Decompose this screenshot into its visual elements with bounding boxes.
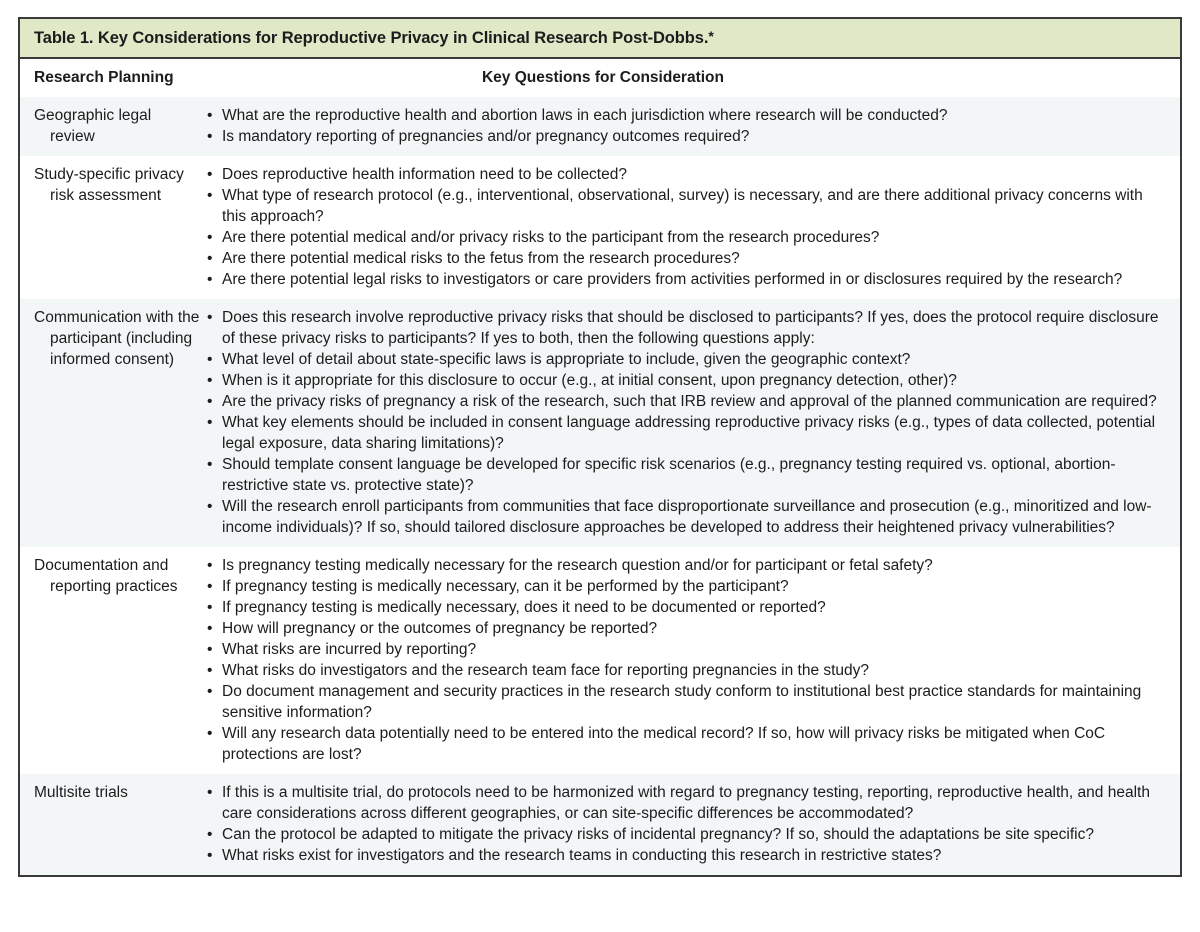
table-row xyxy=(20,156,1180,299)
bullet-icon: • xyxy=(207,826,213,843)
question-list-item xyxy=(206,597,1164,618)
bullet-icon: • xyxy=(207,128,213,145)
question-text: What risks exist for investigators and the research teams in conducting this research in restrictive states? xyxy=(222,847,942,864)
question-list-item xyxy=(206,681,1164,723)
row-questions-cell xyxy=(206,782,1180,866)
question-list-item xyxy=(206,845,1164,866)
table-column-header-row xyxy=(20,59,1180,97)
question-text: When is it appropriate for this disclosure to occur (e.g., at initial consent, upon pregnancy detection, other)? xyxy=(222,372,957,389)
question-list-item xyxy=(206,307,1164,349)
row-questions-cell xyxy=(206,164,1180,290)
row-questions-cell xyxy=(206,555,1180,765)
question-list-item xyxy=(206,391,1164,412)
bullet-icon: • xyxy=(207,187,213,204)
question-text: What risks are incurred by reporting? xyxy=(222,641,477,658)
bullet-icon: • xyxy=(207,578,213,595)
bullet-icon: • xyxy=(207,107,213,124)
question-text: Are there potential medical risks to the fetus from the research procedures? xyxy=(222,250,740,267)
question-list-item xyxy=(206,349,1164,370)
question-list-item xyxy=(206,248,1164,269)
question-text: Will the research enroll participants from communities that face disproportionate surveillance and prosecution (e.g., minoritized and low-income individuals)? If so, should tailored disclosure approaches be developed to address their heightened privacy vulnerabilities? xyxy=(222,498,1152,536)
question-list-item xyxy=(206,227,1164,248)
row-questions-cell xyxy=(206,307,1180,538)
row-category-label: Multisite trials xyxy=(34,784,128,801)
bullet-icon: • xyxy=(207,498,213,515)
row-category-label: Communication with the participant (including informed consent) xyxy=(34,309,200,368)
question-text: Are the privacy risks of pregnancy a risk of the research, such that IRB review and approval of the planned communication are required? xyxy=(222,393,1157,410)
question-text: Does reproductive health information need to be collected? xyxy=(222,166,627,183)
question-text: What level of detail about state-specific laws is appropriate to include, given the geographic context? xyxy=(222,351,911,368)
question-text: If this is a multisite trial, do protocols need to be harmonized with regard to pregnancy testing, reporting, reproductive health, and health care considerations across different geographies, or can site-specific differences be accommodated? xyxy=(222,784,1150,822)
bullet-icon: • xyxy=(207,393,213,410)
question-text: What risks do investigators and the research team face for reporting pregnancies in the study? xyxy=(222,662,870,679)
question-text: Is mandatory reporting of pregnancies and/or pregnancy outcomes required? xyxy=(222,128,750,145)
row-category-label: Study-specific privacy risk assessment xyxy=(34,166,184,204)
question-text: Should template consent language be developed for specific risk scenarios (e.g., pregnancy testing required vs. optional, abortion-restrictive state vs. protective state)? xyxy=(222,456,1116,494)
question-text: What key elements should be included in consent language addressing reproductive privacy risks (e.g., types of data collected, potential legal exposure, data sharing limitations)? xyxy=(222,414,1156,452)
question-list-item xyxy=(206,824,1164,845)
question-text: Do document management and security practices in the research study conform to institutional best practice standards for maintaining sensitive information? xyxy=(222,683,1142,721)
question-list xyxy=(206,164,1164,290)
question-text: Does this research involve reproductive privacy risks that should be disclosed to participants? If yes, does the protocol require disclosure of these privacy risks to participants? If yes to both, then the following questions apply: xyxy=(222,309,1159,347)
question-list-item xyxy=(206,496,1164,538)
question-list-item xyxy=(206,105,1164,126)
bullet-icon: • xyxy=(207,557,213,574)
question-list-item xyxy=(206,555,1164,576)
bullet-icon: • xyxy=(207,456,213,473)
bullet-icon: • xyxy=(207,683,213,700)
question-list-item xyxy=(206,618,1164,639)
question-text: Are there potential medical and/or privacy risks to the participant from the research procedures? xyxy=(222,229,880,246)
question-list-item xyxy=(206,723,1164,765)
question-text: Are there potential legal risks to investigators or care providers from activities performed in or disclosures required by the research? xyxy=(222,271,1123,288)
bullet-icon: • xyxy=(207,620,213,637)
question-list-item xyxy=(206,660,1164,681)
column-header-key-questions: Key Questions for Consideration xyxy=(481,69,724,86)
table-row xyxy=(20,774,1180,875)
bullet-icon: • xyxy=(207,662,213,679)
bullet-icon: • xyxy=(207,250,213,267)
question-list xyxy=(206,782,1164,866)
question-text: What type of research protocol (e.g., interventional, observational, survey) is necessary, and are there additional privacy concerns with this approach? xyxy=(222,187,1143,225)
bullet-icon: • xyxy=(207,641,213,658)
table-container xyxy=(18,17,1182,877)
question-list-item xyxy=(206,412,1164,454)
table-title-text: Table 1. Key Considerations for Reproductive Privacy in Clinical Research Post-Dobbs. xyxy=(34,29,709,47)
question-list-item xyxy=(206,782,1164,824)
bullet-icon: • xyxy=(207,309,213,326)
question-text: Is pregnancy testing medically necessary for the research question and/or for participant or fetal safety? xyxy=(222,557,933,574)
bullet-icon: • xyxy=(207,725,213,742)
question-list-item xyxy=(206,164,1164,185)
column-header-research-planning: Research Planning xyxy=(34,69,174,86)
bullet-icon: • xyxy=(207,372,213,389)
question-list-item xyxy=(206,370,1164,391)
question-text: Will any research data potentially need to be entered into the medical record? If so, how will privacy risks be mitigated when CoC protections are lost? xyxy=(222,725,1106,763)
question-list-item xyxy=(206,576,1164,597)
question-text: What are the reproductive health and abortion laws in each jurisdiction where research will be conducted? xyxy=(222,107,948,124)
question-list xyxy=(206,105,1164,147)
question-text: How will pregnancy or the outcomes of pregnancy be reported? xyxy=(222,620,658,637)
table-title-footnote-marker: * xyxy=(708,28,714,44)
table-title xyxy=(34,28,714,48)
table-title-band xyxy=(20,19,1180,59)
question-list xyxy=(206,307,1164,538)
question-list-item xyxy=(206,185,1164,227)
table-row xyxy=(20,97,1180,156)
bullet-icon: • xyxy=(207,599,213,616)
question-list-item xyxy=(206,454,1164,496)
table-row xyxy=(20,547,1180,774)
bullet-icon: • xyxy=(207,847,213,864)
row-category-label: Documentation and reporting practices xyxy=(34,557,178,595)
question-list-item xyxy=(206,126,1164,147)
question-text: Can the protocol be adapted to mitigate the privacy risks of incidental pregnancy? If so, should the adaptations be site specific? xyxy=(222,826,1094,843)
bullet-icon: • xyxy=(207,229,213,246)
question-list-item xyxy=(206,269,1164,290)
table-body xyxy=(20,97,1180,875)
question-text: If pregnancy testing is medically necessary, does it need to be documented or reported? xyxy=(222,599,826,616)
row-questions-cell xyxy=(206,105,1180,147)
bullet-icon: • xyxy=(207,414,213,431)
row-category-label: Geographic legal review xyxy=(34,107,152,145)
question-text: If pregnancy testing is medically necessary, can it be performed by the participant? xyxy=(222,578,789,595)
table-row xyxy=(20,299,1180,547)
question-list xyxy=(206,555,1164,765)
bullet-icon: • xyxy=(207,784,213,801)
bullet-icon: • xyxy=(207,166,213,183)
question-list-item xyxy=(206,639,1164,660)
bullet-icon: • xyxy=(207,271,213,288)
bullet-icon: • xyxy=(207,351,213,368)
